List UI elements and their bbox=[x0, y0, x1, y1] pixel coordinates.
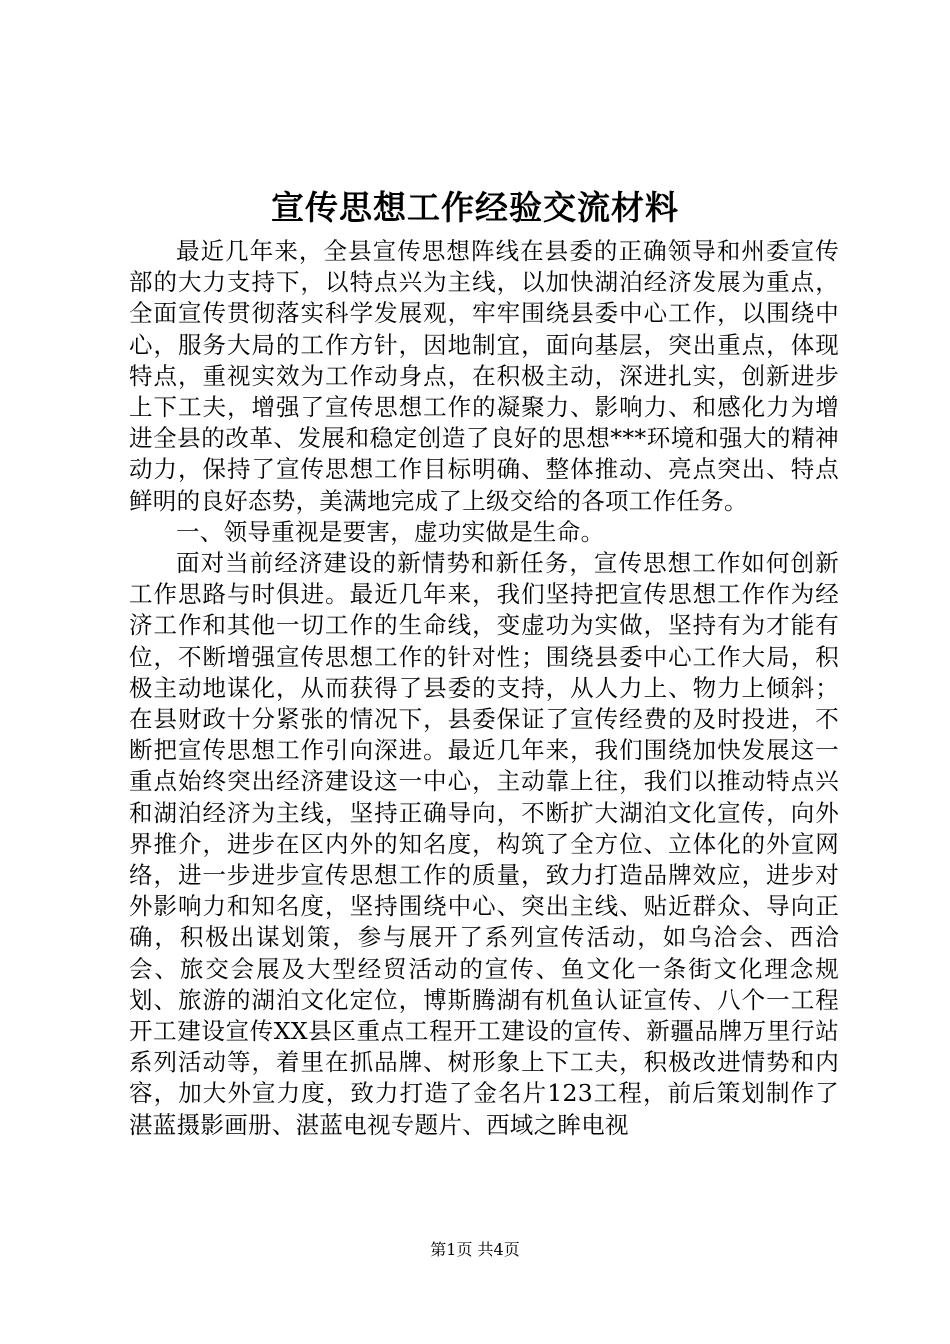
paragraph-section-1: 面对当前经济建设的新情势和新任务，宣传思想工作如何创新工作思路与时俱进。最近几年来，我们坚持把宣传思想工作作为经济工作和其他一切工作的生命线，变虚功为实做，坚持有为才能有位，不断增强宣传思想工作的针对性；围绕县委中心工作大局，积极主动地谋化，从而获得了县委的支持，从人力上、物力上倾斜；在县财政十分紧张的情况下，县委保证了宣传经费的及时投进，不断把宣传思想工作引向深进。最近几年来，我们围绕加快发展这一重点始终突出经济建设这一中心，主动靠上往，我们以推动特点兴和湖泊经济为主线，坚持正确导向，不断扩大湖泊文化宣传，向外界推介，进步在区内外的知名度，构筑了全方位、立体化的外宣网络，进一步进步宣传思想工作的质量，致力打造品牌效应，进步对外影响力和知名度，坚持围绕中心、突出主线、贴近群众、导向正确，积极出谋划策，参与展开了系列宣传活动，如乌洽会、西洽会、旅交会展及大型经贸活动的宣传、鱼文化一条街文化理念规划、旅游的湖泊文化定位，博斯腾湖有机鱼认证宣传、八个一工程开工建设宣传XX县区重点工程开工建设的宣传、新疆品牌万里行站系列活动等，着里在抓品牌、树形象上下工夫，积极改进情势和内容，加大外宣力度，致力打造了金名片123工程，前后策划制作了湛蓝摄影画册、湛蓝电视专题片、西域之眸电视 bbox=[129, 549, 839, 1139]
paragraph-intro: 最近几年来，全县宣传思想阵线在县委的正确领导和州委宣传部的大力支持下，以特点兴为主线，以加快湖泊经济发展为重点，全面宣传贯彻落实科学发展观，牢牢围绕县委中心工作，以围绕中心，服务大局的工作方针，因地制宜，面向基层，突出重点，体现特点，重视实效为工作动身点，在积极主动，深进扎实，创新进步上下工夫，增强了宣传思想工作的凝聚力、影响力、和感化力为增进全县的改革、发展和稳定创造了良好的思想***环境和强大的精神动力，保持了宣传思想工作目标明确、整体推动、亮点突出、特点鲜明的良好态势，美满地完成了上级交给的各项工作任务。 bbox=[129, 237, 839, 515]
page-footer: 第1页 共4页 bbox=[430, 1240, 520, 1259]
document-body bbox=[129, 236, 839, 1141]
document-title: 宣传思想工作经验交流材料 bbox=[271, 188, 679, 227]
section-heading-1: 一、领导重视是要害，虚功实做是生命。 bbox=[176, 517, 605, 546]
